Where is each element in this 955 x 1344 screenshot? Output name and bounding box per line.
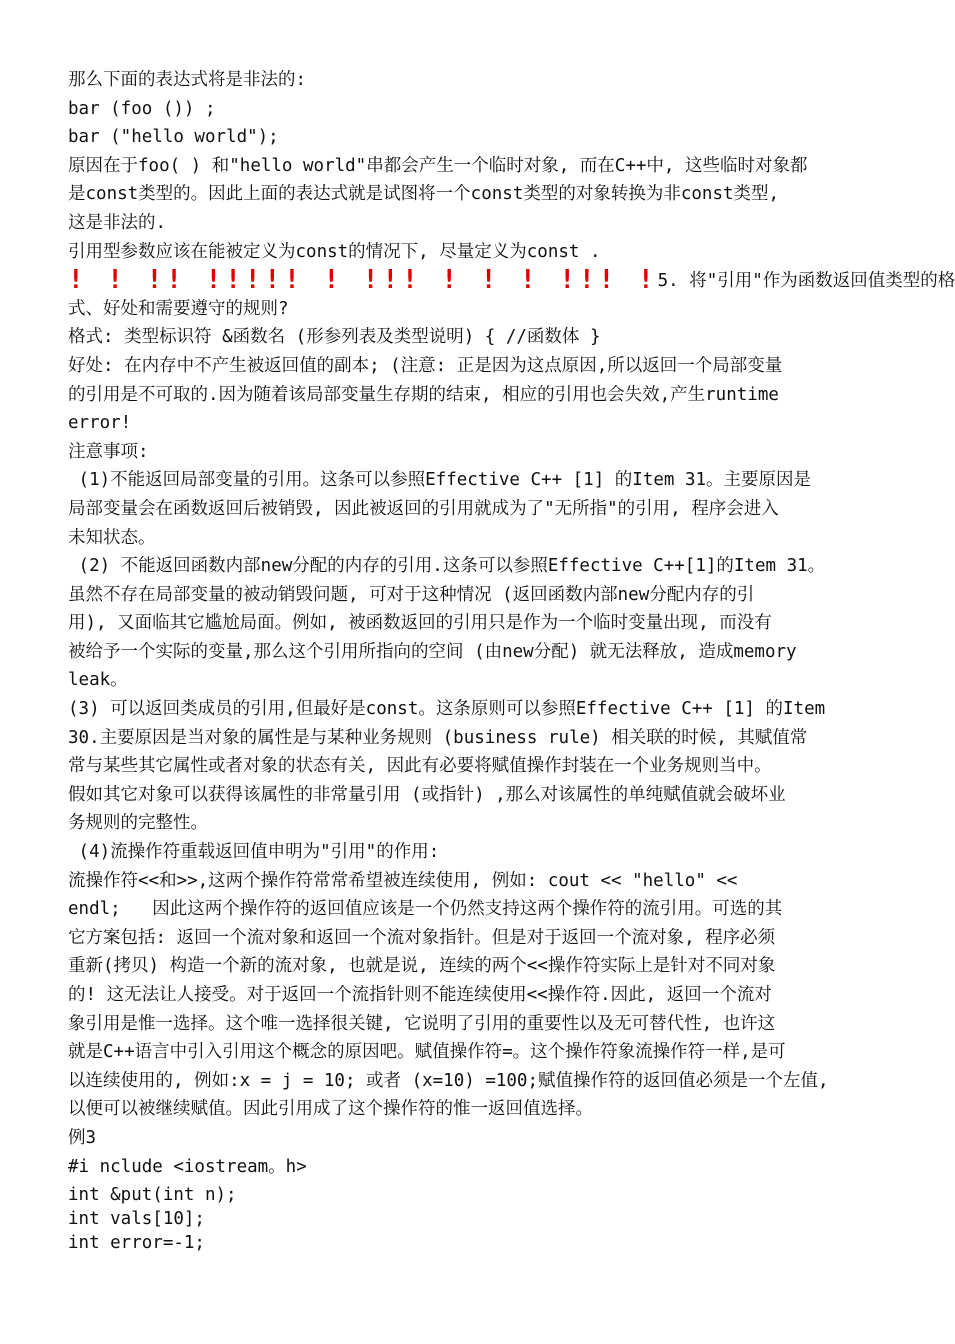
code-line: bar (foo ()) ;: [68, 98, 216, 119]
section-5-heading: 5. 将"引用"作为函数返回值类型的格: [657, 271, 955, 292]
code-line: int error=-1;: [68, 1233, 205, 1254]
text-line: 以便可以被继续赋值。因此引用成了这个操作符的惟一返回值选择。: [68, 1099, 593, 1120]
text-line: 用), 又面临其它尴尬局面。例如, 被函数返回的引用只是作为一个临时变量出现, 而没有: [68, 613, 772, 634]
example-label: 例3: [68, 1127, 97, 1148]
text-line: 重新(拷贝) 构造一个新的流对象, 也就是说, 连续的两个<<操作符实际上是针对不同对象: [68, 956, 776, 977]
text-line: 虽然不存在局部变量的被动销毁问题, 可对于这种情况 (返回函数内部new分配内存的引: [68, 584, 755, 605]
text-line: 流操作符<<和>>,这两个操作符常常希望被连续使用, 例如: cout << "hello" <<: [68, 870, 738, 891]
text-line: (2) 不能返回函数内部new分配的内存的引用.这条可以参照Effective C++[1]的Item 31。: [68, 556, 826, 577]
text-line: 式、好处和需要遵守的规则?: [68, 298, 289, 319]
section-5-heading-line: [68, 265, 955, 296]
text-line: 局部变量会在函数返回后被销毁, 因此被返回的引用就成为了"无所指"的引用, 程序会进入: [68, 498, 779, 519]
exclamation-marks: ! ! !! !!!!! ! !!! ! ! ! !!! !: [68, 265, 658, 296]
text-line: (3) 可以返回类成员的引用,但最好是const。这条原则可以参照Effective C++ [1] 的Item: [68, 699, 826, 720]
text-line: 是const类型的。因此上面的表达式就是试图将一个const类型的对象转换为非const类型,: [68, 184, 780, 205]
text-line: 注意事项:: [68, 441, 149, 462]
code-line: int vals[10];: [68, 1209, 205, 1230]
text-line: 它方案包括: 返回一个流对象和返回一个流对象指针。但是对于返回一个流对象, 程序必须: [68, 927, 776, 948]
text-line: 假如其它对象可以获得该属性的非常量引用 (或指针) ,那么对该属性的单纯赋值就会破坏业: [68, 784, 786, 805]
text-line: 这是非法的.: [68, 212, 167, 233]
document-page: [68, 66, 955, 1255]
code-block: [68, 1183, 884, 1255]
text-line: 未知状态。: [68, 527, 156, 548]
text-line: 就是C++语言中引入引用这个概念的原因吧。赋值操作符=。这个操作符象流操作符一样,是可: [68, 1042, 786, 1063]
text-line: 那么下面的表达式将是非法的:: [68, 70, 307, 90]
text-line: 被给予一个实际的变量,那么这个引用所指向的空间 (由new分配) 就无法释放, 造成memory: [68, 641, 797, 662]
include-line: #i nclude <iostream。h>: [68, 1156, 307, 1177]
text-line: 引用型参数应该在能被定义为const的情况下, 尽量定义为const .: [68, 241, 601, 262]
text-line: 30.主要原因是当对象的属性是与某种业务规则 (business rule) 相关联的时候, 其赋值常: [68, 727, 808, 748]
text-line: 象引用是惟一选择。这个唯一选择很关键, 它说明了引用的重要性以及无可替代性, 也许这: [68, 1013, 776, 1034]
text-line: endl; 因此这两个操作符的返回值应该是一个仍然支持这两个操作符的流引用。可选的其: [68, 899, 783, 920]
text-line: leak。: [68, 670, 128, 691]
text-line: error!: [68, 413, 132, 434]
text-line: 常与某些其它属性或者对象的状态有关, 因此有必要将赋值操作封装在一个业务规则当中。: [68, 756, 772, 777]
text-line: 格式: 类型标识符 &函数名 (形参列表及类型说明) { //函数体 }: [68, 327, 601, 348]
text-line: 的引用是不可取的.因为随着该局部变量生存期的结束, 相应的引用也会失效,产生runtime: [68, 384, 779, 405]
text-line: (4)流操作符重载返回值申明为"引用"的作用:: [68, 842, 440, 863]
code-line: bar ("hello world");: [68, 127, 279, 148]
text-line: 的! 这无法让人接受。对于返回一个流指针则不能连续使用<<操作符.因此, 返回一个流对: [68, 985, 772, 1005]
code-line: int &put(int n);: [68, 1185, 237, 1206]
text-line: 原因在于foo( ) 和"hello world"串都会产生一个临时对象, 而在C++中, 这些临时对象都: [68, 155, 808, 176]
text-line: 务规则的完整性。: [68, 813, 208, 834]
text-line: 好处: 在内存中不产生被返回值的副本; (注意: 正是因为这点原因,所以返回一个局部变量: [68, 355, 783, 376]
text-line: 以连续使用的, 例如:x = j = 10; 或者 (x=10) =100;赋值操作符的返回值必须是一个左值,: [68, 1070, 829, 1091]
text-line: (1)不能返回局部变量的引用。这条可以参照Effective C++ [1] 的Item 31。主要原因是: [68, 470, 812, 491]
